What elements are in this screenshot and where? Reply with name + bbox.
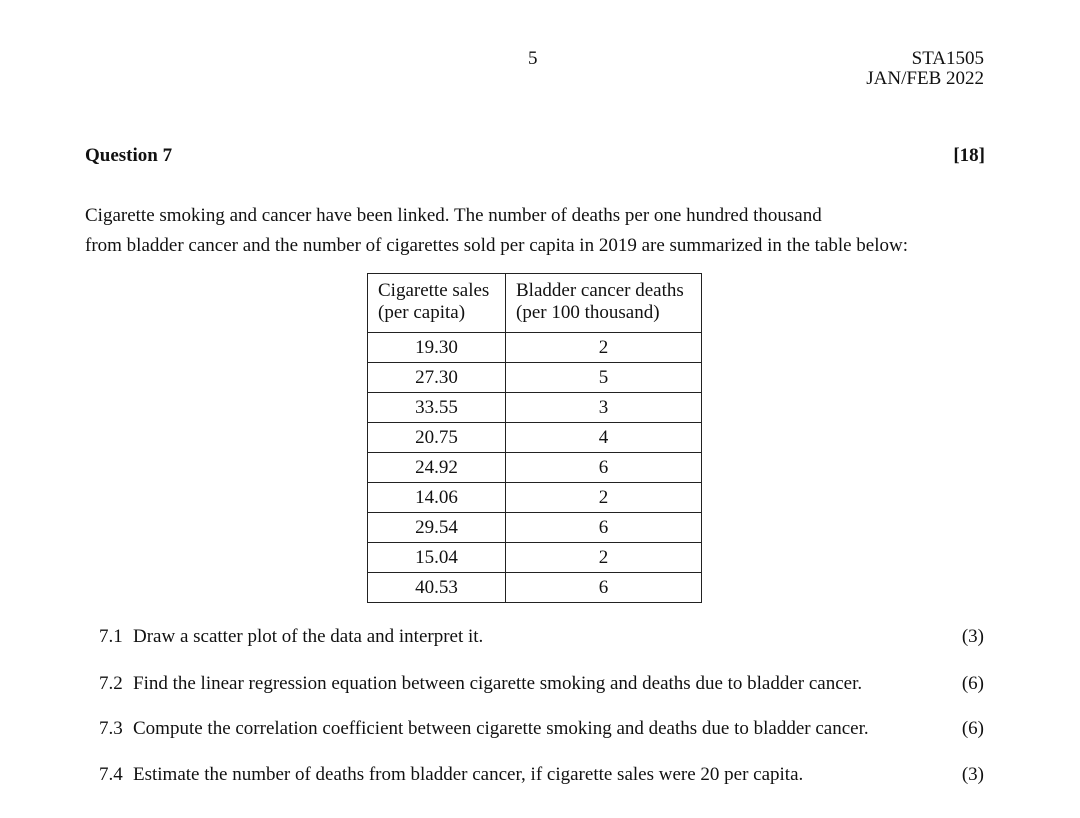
cell-deaths: 2 bbox=[506, 543, 702, 573]
cell-deaths: 2 bbox=[506, 333, 702, 363]
subquestion-7-1 bbox=[99, 626, 483, 648]
subquestion-number: 7.4 bbox=[99, 764, 123, 785]
page-number: 5 bbox=[528, 48, 538, 69]
cell-sales: 27.30 bbox=[368, 363, 506, 393]
cell-deaths: 6 bbox=[506, 453, 702, 483]
table-row bbox=[368, 393, 702, 423]
cell-sales: 24.92 bbox=[368, 453, 506, 483]
subquestion-number: 7.3 bbox=[99, 718, 123, 739]
cell-sales: 29.54 bbox=[368, 513, 506, 543]
subquestion-marks: (6) bbox=[961, 673, 984, 694]
subquestion-marks: (3) bbox=[961, 626, 984, 647]
col-header-sales: Cigarette sales bbox=[368, 274, 506, 303]
table-row bbox=[368, 513, 702, 543]
table-row bbox=[368, 333, 702, 363]
cell-sales: 33.55 bbox=[368, 393, 506, 423]
table-row bbox=[368, 483, 702, 513]
table-row bbox=[368, 543, 702, 573]
question-intro bbox=[85, 201, 908, 261]
data-table bbox=[367, 273, 702, 603]
col-header-deaths-unit: (per 100 thousand) bbox=[506, 302, 702, 333]
subquestion-text: Find the linear regression equation between cigarette smoking and deaths due to bladder cancer. bbox=[133, 673, 863, 694]
exam-date: JAN/FEB 2022 bbox=[866, 68, 984, 89]
subquestion-marks: (6) bbox=[961, 718, 984, 739]
cell-sales: 19.30 bbox=[368, 333, 506, 363]
table-row bbox=[368, 453, 702, 483]
col-header-deaths: Bladder cancer deaths bbox=[506, 274, 702, 303]
subquestion-7-3 bbox=[99, 718, 869, 740]
subquestion-7-4 bbox=[99, 764, 803, 786]
subquestion-number: 7.1 bbox=[99, 626, 123, 647]
subquestion-text: Draw a scatter plot of the data and interpret it. bbox=[133, 626, 484, 647]
subquestion-number: 7.2 bbox=[99, 673, 123, 694]
cell-deaths: 4 bbox=[506, 423, 702, 453]
subquestion-7-2 bbox=[99, 673, 862, 695]
cell-deaths: 6 bbox=[506, 513, 702, 543]
cell-deaths: 2 bbox=[506, 483, 702, 513]
course-code: STA1505 bbox=[911, 48, 984, 69]
question-total-marks: [18] bbox=[953, 145, 985, 166]
cell-deaths: 6 bbox=[506, 573, 702, 603]
cell-deaths: 3 bbox=[506, 393, 702, 423]
cell-deaths: 5 bbox=[506, 363, 702, 393]
cell-sales: 15.04 bbox=[368, 543, 506, 573]
cell-sales: 40.53 bbox=[368, 573, 506, 603]
table-row bbox=[368, 363, 702, 393]
intro-line-1: Cigarette smoking and cancer have been linked. The number of deaths per one hundred thousand bbox=[85, 205, 822, 226]
table-row bbox=[368, 423, 702, 453]
intro-line-2: from bladder cancer and the number of cigarettes sold per capita in 2019 are summarized in the table below: bbox=[85, 235, 909, 256]
cell-sales: 20.75 bbox=[368, 423, 506, 453]
subquestion-marks: (3) bbox=[961, 764, 984, 785]
subquestion-text: Compute the correlation coefficient between cigarette smoking and deaths due to bladder cancer. bbox=[133, 718, 869, 739]
subquestion-text: Estimate the number of deaths from bladder cancer, if cigarette sales were 20 per capita. bbox=[133, 764, 804, 785]
table-row bbox=[368, 573, 702, 603]
cell-sales: 14.06 bbox=[368, 483, 506, 513]
question-title: Question 7 bbox=[85, 145, 173, 166]
col-header-sales-unit: (per capita) bbox=[368, 302, 506, 333]
